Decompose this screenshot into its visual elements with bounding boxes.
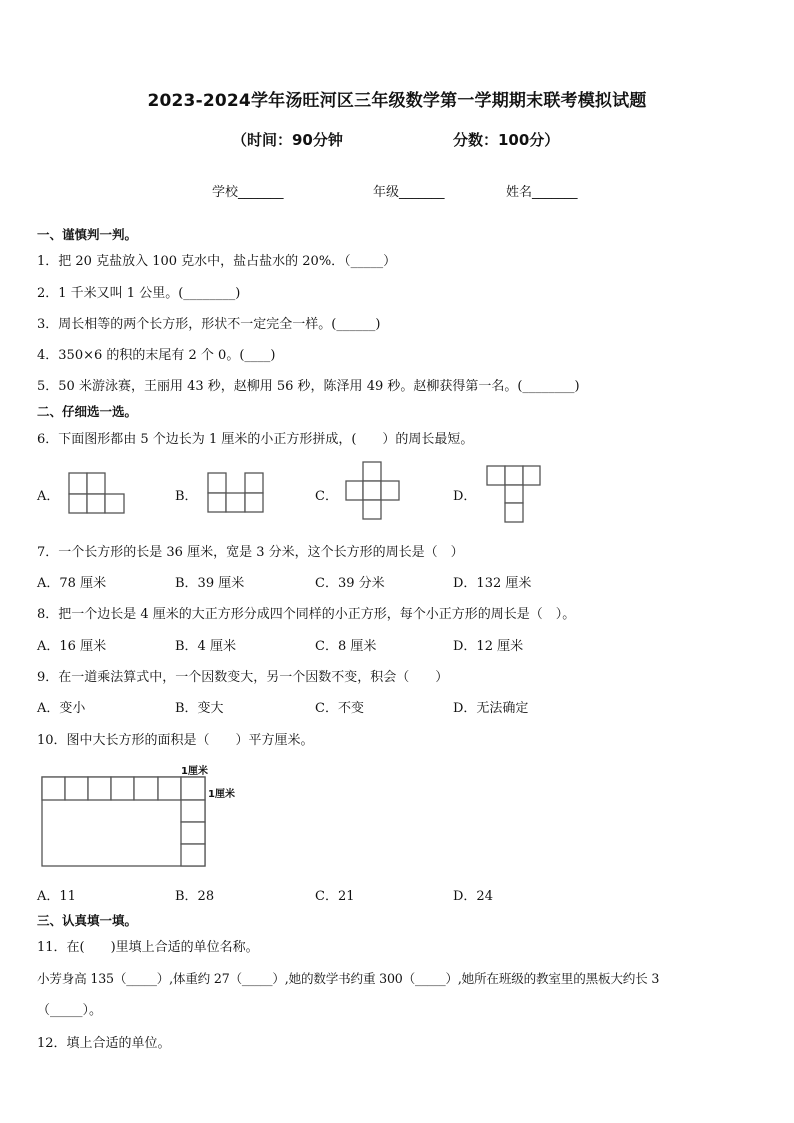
q10-option-b: B．28 xyxy=(175,889,215,904)
grade-field: 年级_______ xyxy=(373,185,445,200)
q7-option-d: D．132 厘米 xyxy=(453,576,532,591)
q6-option-a: A． xyxy=(37,489,60,504)
q9-option-a: A．变小 xyxy=(37,701,86,716)
question-7: 7．一个长方形的长是 36 厘米，宽是 3 分米，这个长方形的周长是（ ） xyxy=(37,545,464,560)
q9-option-d: D．无法确定 xyxy=(453,701,529,716)
q10-option-d: D．24 xyxy=(453,889,493,904)
q10-rectangle-figure xyxy=(41,776,207,868)
question-11-text-cont: （_____）。 xyxy=(37,1003,103,1018)
q10-option-c: C．21 xyxy=(315,889,355,904)
question-6: 6．下面图形都由 5 个边长为 1 厘米的小正方形拼成，( ）的周长最短。 xyxy=(37,432,474,447)
q6-shape-d xyxy=(486,465,542,525)
exam-score: 分数：100分） xyxy=(453,131,560,149)
school-field: 学校_______ xyxy=(212,185,284,200)
q10-option-a: A．11 xyxy=(37,889,76,904)
exam-time: （时间：90分钟 xyxy=(232,131,343,149)
q6-option-c: C． xyxy=(315,489,338,504)
section-2-heading: 二、仔细选一选。 xyxy=(37,404,138,419)
question-11: 11．在( )里填上合适的单位名称。 xyxy=(37,940,259,955)
question-2: 2．1 千米又叫 1 公里。(________) xyxy=(37,286,241,301)
q7-option-a: A．78 厘米 xyxy=(37,576,107,591)
q8-option-a: A．16 厘米 xyxy=(37,639,107,654)
section-3-heading: 三、认真填一填。 xyxy=(37,913,138,928)
q6-option-d: D． xyxy=(453,489,477,504)
question-1: 1．把 20 克盐放入 100 克水中，盐占盐水的 20%．（_____） xyxy=(37,254,397,269)
question-12: 12．填上合适的单位。 xyxy=(37,1036,171,1051)
q6-shape-a xyxy=(68,472,126,516)
q6-shape-b xyxy=(207,472,265,514)
q6-option-b: B． xyxy=(175,489,198,504)
q9-option-b: B．变大 xyxy=(175,701,224,716)
figure-right-label: 1厘米 xyxy=(208,789,235,800)
question-10: 10．图中大长方形的面积是（ ）平方厘米。 xyxy=(37,733,314,748)
question-3: 3．周长相等的两个长方形，形状不一定完全一样。(______) xyxy=(37,317,381,332)
question-9: 9．在一道乘法算式中，一个因数变大，另一个因数不变，积会（ ） xyxy=(37,670,449,685)
question-8: 8．把一个边长是 4 厘米的大正方形分成四个同样的小正方形，每个小正方形的周长是（ ）。 xyxy=(37,607,576,622)
question-4: 4．350×6 的积的末尾有 2 个 0。(____) xyxy=(37,348,276,363)
question-11-text: 小芳身高 135（_____）,体重约 27（_____）,她的数学书约重 300（_____）,她所在班级的教室里的黑板大约长 3 xyxy=(37,971,660,986)
q8-option-b: B．4 厘米 xyxy=(175,639,236,654)
q8-option-c: C．8 厘米 xyxy=(315,639,377,654)
question-5: 5．50 米游泳赛，王丽用 43 秒，赵柳用 56 秒，陈泽用 49 秒。赵柳获得第一名。(________) xyxy=(37,379,580,394)
q9-option-c: C．不变 xyxy=(315,701,364,716)
q7-option-b: B．39 厘米 xyxy=(175,576,245,591)
q7-option-c: C．39 分米 xyxy=(315,576,385,591)
q8-option-d: D．12 厘米 xyxy=(453,639,524,654)
figure-top-label: 1厘米 xyxy=(181,766,208,777)
q6-shape-c xyxy=(345,461,401,521)
name-field: 姓名_______ xyxy=(506,185,578,200)
page-title: 2023-2024学年汤旺河区三年级数学第一学期期末联考模拟试题 xyxy=(147,91,647,111)
section-1-heading: 一、谨慎判一判。 xyxy=(37,227,138,242)
